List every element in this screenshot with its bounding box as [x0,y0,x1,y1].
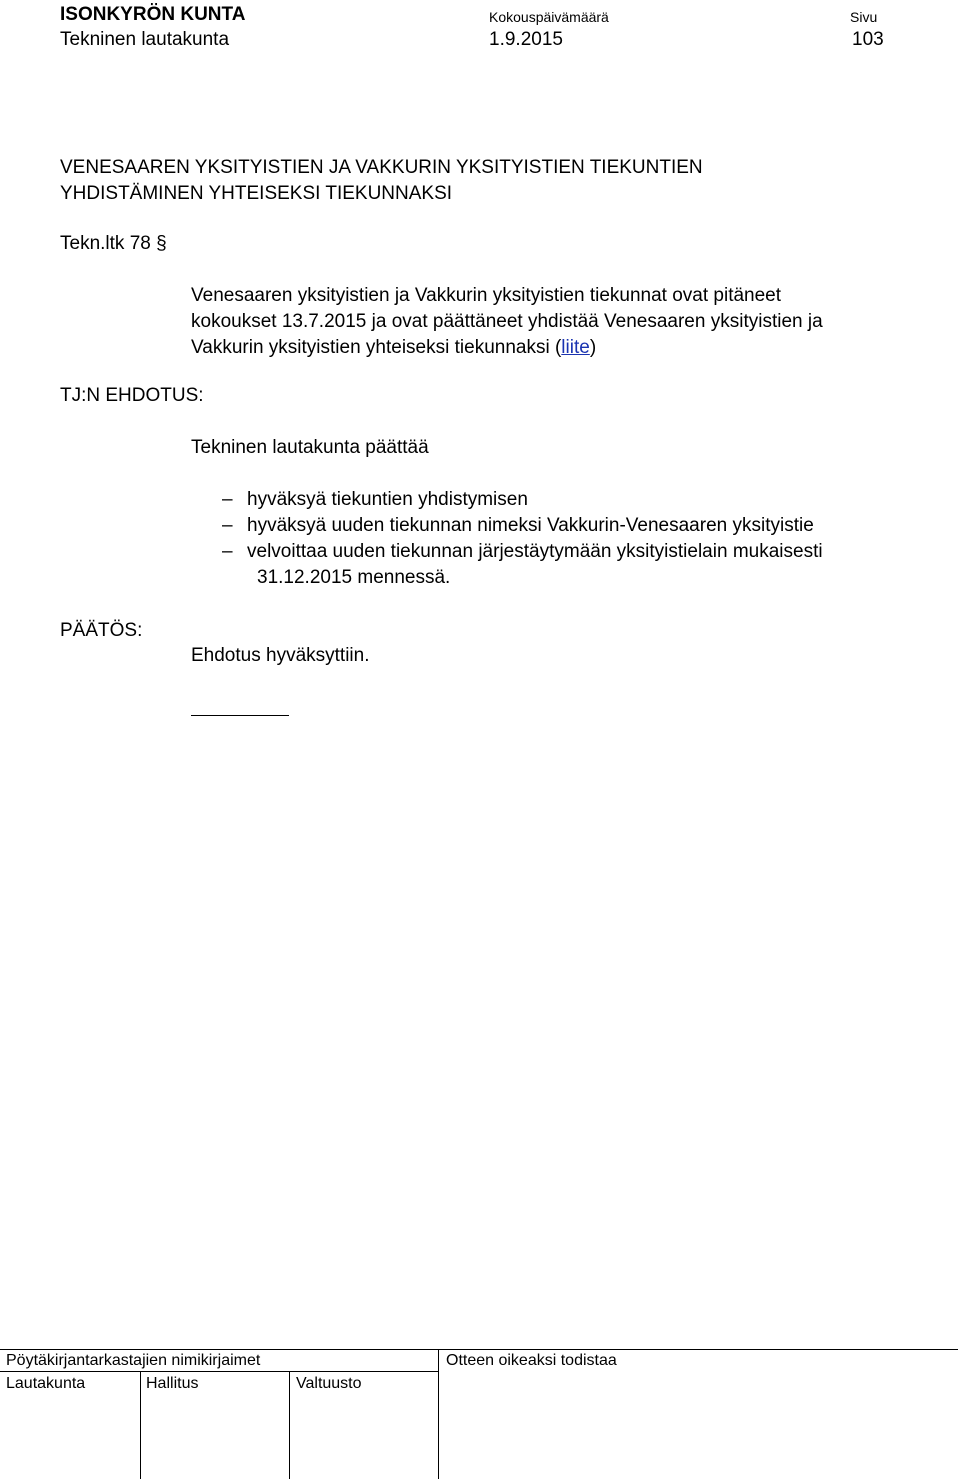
footer-header-divider [0,1371,439,1372]
attachment-link[interactable]: liite [561,337,590,358]
description-line-3-close: ) [589,337,597,358]
meeting-date: 1.9.2015 [489,29,563,50]
item-description [191,283,823,361]
decision-list [222,487,823,591]
footer-signature-table [0,1349,958,1479]
list-item-continuation: 31.12.2015 mennessä. [257,567,451,588]
item-title-line-2: YHDISTÄMINEN YHTEISEKSI TIEKUNNAKSI [60,183,453,204]
organization-name: ISONKYRÖN KUNTA [60,4,246,25]
signatures-label: Pöytäkirjantarkastajien nimikirjaimet [6,1352,261,1369]
footer-column-divider [289,1371,290,1479]
footer-section-divider [438,1349,439,1479]
meeting-date-label: Kokouspäivämäärä [489,9,609,25]
footer-column-divider [140,1371,141,1479]
list-item [222,539,823,565]
certified-label: Otteen oikeaksi todistaa [446,1352,617,1369]
item-title [60,155,703,207]
decides-text: Tekninen lautakunta päättää [191,437,429,458]
decision-text: Ehdotus hyväksyttiin. [191,645,370,666]
proposal-label: TJ:N EHDOTUS: [60,385,204,406]
list-item-text: hyväksyä uuden tiekunnan nimeksi Vakkurin-Venesaaren yksityistie [247,515,814,536]
item-title-line-1: VENESAAREN YKSITYISTIEN JA VAKKURIN YKSITYISTIEN TIEKUNTIEN [60,157,703,178]
column-hallitus: Hallitus [146,1375,199,1392]
list-item [222,487,823,513]
footer-top-border [0,1349,958,1350]
dash-marker: – [222,515,233,536]
column-valtuusto: Valtuusto [296,1375,362,1392]
description-line-2: kokoukset 13.7.2015 ja ovat päättäneet yhdistää Venesaaren yksityistien ja [191,311,823,332]
list-item-text: velvoittaa uuden tiekunnan järjestäytymään yksityistielain mukaisesti [247,541,823,562]
description-line-3-text: Vakkurin yksityistien yhteiseksi tiekunnaksi ( [191,337,562,358]
list-item-text: hyväksyä tiekuntien yhdistymisen [247,489,528,510]
section-reference: Tekn.ltk 78 § [60,233,167,254]
page-label: Sivu [850,9,878,25]
description-line-1: Venesaaren yksityistien ja Vakkurin yksityistien tiekunnat ovat pitäneet [191,285,782,306]
page-number: 103 [852,29,884,50]
dash-marker: – [222,489,233,510]
description-line-3 [191,335,823,361]
dash-marker: – [222,541,233,562]
board-name: Tekninen lautakunta [60,29,230,50]
list-item [222,513,823,539]
decision-label: PÄÄTÖS: [60,620,143,641]
signature-line [191,715,289,716]
column-lautakunta: Lautakunta [6,1375,86,1392]
